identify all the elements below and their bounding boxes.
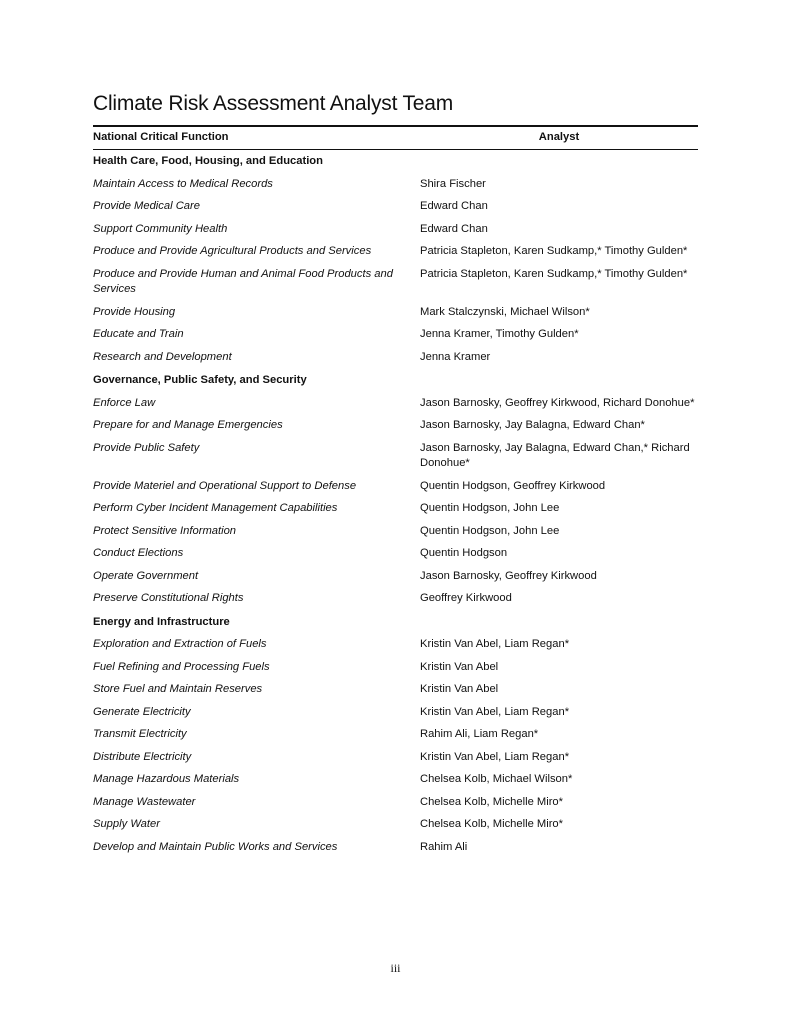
table-row <box>93 657 698 680</box>
function-cell: Provide Housing <box>93 305 176 318</box>
analyst-cell: Chelsea Kolb, Michael Wilson* <box>420 773 573 785</box>
analyst-cell: Jason Barnosky, Geoffrey Kirkwood <box>420 569 597 582</box>
function-cell: Perform Cyber Incident Management Capabilities <box>93 502 338 514</box>
analyst-cell: Kristin Van Abel <box>420 660 499 673</box>
analyst-cell: Shira Fischer <box>420 177 486 190</box>
section-row <box>93 150 698 174</box>
table-row <box>93 543 698 566</box>
analyst-cell: Quentin Hodgson, John Lee <box>420 502 560 514</box>
table-row <box>93 588 698 611</box>
column-header-function: National Critical Function <box>93 126 420 150</box>
function-cell: Prepare for and Manage Emergencies <box>93 419 283 431</box>
section-heading: Health Care, Food, Housing, and Education <box>93 155 323 167</box>
function-cell: Maintain Access to Medical Records <box>93 177 273 190</box>
table-row <box>93 264 698 302</box>
section-heading: Governance, Public Safety, and Security <box>93 374 307 386</box>
table-row <box>93 393 698 416</box>
table-row <box>93 521 698 544</box>
function-cell: Enforce Law <box>93 396 156 409</box>
table-row <box>93 415 698 438</box>
analyst-cell: Quentin Hodgson, Geoffrey Kirkwood <box>420 479 606 492</box>
table-row <box>93 769 698 792</box>
section-row <box>93 611 698 635</box>
function-cell: Provide Medical Care <box>93 200 200 212</box>
function-cell: Manage Wastewater <box>93 795 196 808</box>
table-row <box>93 302 698 325</box>
table-row <box>93 702 698 725</box>
analyst-cell: Chelsea Kolb, Michelle Miro* <box>420 795 564 808</box>
function-cell: Protect Sensitive Information <box>93 524 237 537</box>
analyst-cell: Rahim Ali, Liam Regan* <box>420 728 539 740</box>
function-cell: Support Community Health <box>93 222 228 235</box>
function-cell: Research and Development <box>93 350 232 363</box>
analyst-cell: Jason Barnosky, Geoffrey Kirkwood, Richard Donohue* <box>420 396 695 409</box>
table-row <box>93 792 698 815</box>
analyst-cell: Quentin Hodgson, John Lee <box>420 524 560 537</box>
function-cell: Provide Public Safety <box>93 441 200 454</box>
function-cell: Distribute Electricity <box>93 750 192 763</box>
table-row <box>93 438 698 476</box>
table-header-row <box>93 126 698 150</box>
analyst-cell: Patricia Stapleton, Karen Sudkamp,* Timothy Gulden* <box>420 245 688 257</box>
analyst-cell: Edward Chan <box>420 222 488 235</box>
function-cell: Manage Hazardous Materials <box>93 773 240 785</box>
section-row <box>93 369 698 393</box>
page-number: iii <box>390 961 401 975</box>
function-cell: Provide Materiel and Operational Support to Defense <box>93 479 357 492</box>
analyst-cell: Kristin Van Abel <box>420 683 499 695</box>
page-title: Climate Risk Assessment Analyst Team <box>93 92 454 115</box>
analyst-cell: Geoffrey Kirkwood <box>420 592 512 604</box>
function-cell: Produce and Provide Human and Animal Food Products and Services <box>93 267 393 295</box>
analyst-cell: Kristin Van Abel, Liam Regan* <box>420 638 570 650</box>
analyst-cell: Jenna Kramer, Timothy Gulden* <box>420 328 579 340</box>
function-cell: Supply Water <box>93 818 160 830</box>
table-body <box>93 150 698 860</box>
function-cell: Produce and Provide Agricultural Products and Services <box>93 245 372 257</box>
function-cell: Transmit Electricity <box>93 728 187 740</box>
analyst-cell: Chelsea Kolb, Michelle Miro* <box>420 818 564 830</box>
table-row <box>93 747 698 770</box>
function-cell: Preserve Constitutional Rights <box>93 592 244 604</box>
analyst-cell: Mark Stalczynski, Michael Wilson* <box>420 305 590 318</box>
analyst-cell: Jason Barnosky, Jay Balagna, Edward Chan,* Richard Donohue* <box>420 441 690 469</box>
analyst-cell: Jenna Kramer <box>420 350 491 363</box>
table-row <box>93 219 698 242</box>
table-row <box>93 837 698 860</box>
analyst-cell: Patricia Stapleton, Karen Sudkamp,* Timothy Gulden* <box>420 267 688 280</box>
analyst-cell: Quentin Hodgson <box>420 547 508 559</box>
table-row <box>93 724 698 747</box>
table-row <box>93 566 698 589</box>
function-cell: Conduct Elections <box>93 547 184 559</box>
analyst-cell: Kristin Van Abel, Liam Regan* <box>420 705 570 718</box>
analyst-cell: Rahim Ali <box>420 840 468 853</box>
function-cell: Operate Government <box>93 569 199 582</box>
analyst-cell: Kristin Van Abel, Liam Regan* <box>420 750 570 763</box>
table-row <box>93 347 698 370</box>
function-cell: Exploration and Extraction of Fuels <box>93 638 267 650</box>
section-heading: Energy and Infrastructure <box>93 615 230 628</box>
table-row <box>93 196 698 219</box>
analyst-cell: Edward Chan <box>420 200 488 212</box>
function-cell: Fuel Refining and Processing Fuels <box>93 660 270 673</box>
table-row <box>93 679 698 702</box>
table-row <box>93 814 698 837</box>
table-row <box>93 634 698 657</box>
function-cell: Store Fuel and Maintain Reserves <box>93 683 263 695</box>
analyst-cell: Jason Barnosky, Jay Balagna, Edward Chan* <box>420 419 645 431</box>
table-row <box>93 241 698 264</box>
table-row <box>93 498 698 521</box>
table-row <box>93 174 698 197</box>
table-row <box>93 476 698 499</box>
function-cell: Generate Electricity <box>93 705 191 718</box>
function-cell: Educate and Train <box>93 328 184 340</box>
column-header-analyst: Analyst <box>420 126 698 150</box>
function-cell: Develop and Maintain Public Works and Services <box>93 840 338 853</box>
table-row <box>93 324 698 347</box>
analyst-team-table <box>93 125 698 859</box>
